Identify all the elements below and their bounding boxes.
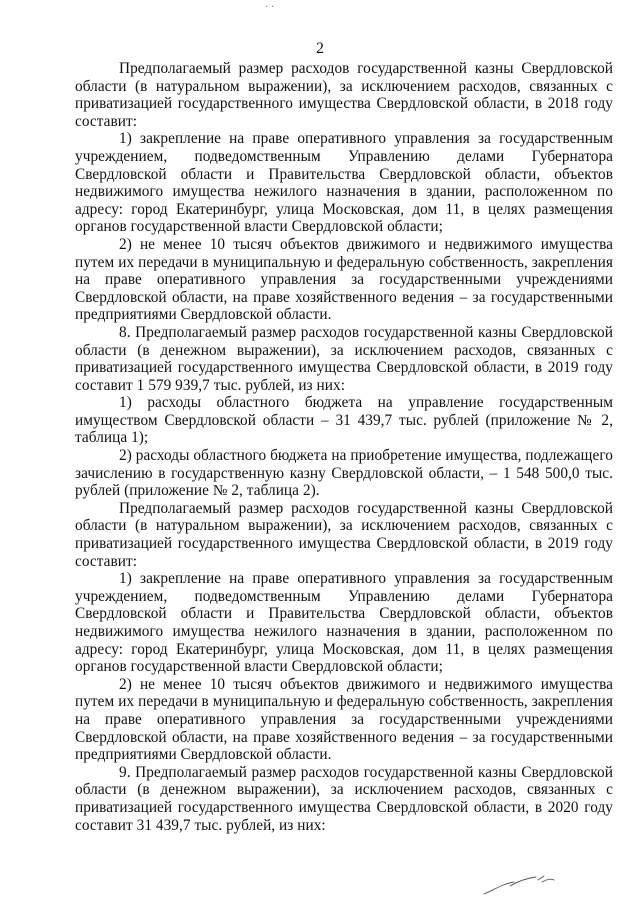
scan-artifact: · · — [265, 2, 275, 13]
paragraph-2019-money-item-2: 2) расходы областного бюджета на приобретение имущества, подлежащего зачислению в государственную казну Свердловской области, – 1 548 500,0 тыс. рублей (приложение № 2, таблица 2). — [75, 447, 613, 500]
paragraph-2018-item-1: 1) закрепление на праве оперативного управления за государственным учреждением, подведомственным Управлению делами Губернатора Свердловской области и Правительства Свердловской области, объектов недвижимого имущества нежилого назначения в здании, расположенном по адресу: город Екатеринбург, улица Московская, дом 11, в целях размещения органов государственной власти Свердловской области; — [75, 130, 613, 236]
paragraph-2018-item-2: 2) не менее 10 тысяч объектов движимого и недвижимого имущества путем их передачи в муниципальную и федеральную собственность, закрепления на праве оперативного управления за государственными учреждениями Свердловской области, на праве хозяйственного ведения – за государственными предприятиями Свердловской области. — [75, 235, 613, 324]
document-body — [75, 60, 613, 834]
paragraph-2018-natural: Предполагаемый размер расходов государственной казны Свердловской области (в натуральном выражении), за исключением расходов, связанных с приватизацией государственного имущества Свердловской области, в 2018 году составит: — [75, 60, 613, 130]
paragraph-2019-money-item-1: 1) расходы областного бюджета на управление государственным имуществом Свердловской области – 31 439,7 тыс. рублей (приложение № 2, таблица 1); — [75, 394, 613, 447]
signature-mark — [480, 872, 560, 898]
page-number: 2 — [316, 40, 324, 57]
paragraph-2019-item-2: 2) не менее 10 тысяч объектов движимого и недвижимого имущества путем их передачи в муниципальную и федеральную собственность, закрепления на праве оперативного управления за государственными учреждениями Свердловской области, на праве хозяйственного ведения – за государственными предприятиями Свердловской области. — [75, 675, 613, 764]
paragraph-2019-natural: Предполагаемый размер расходов государственной казны Свердловской области (в натуральном выражении), за исключением расходов, связанных с приватизацией государственного имущества Свердловской области, в 2019 году составит: — [75, 499, 613, 570]
paragraph-section-8: 8. Предполагаемый размер расходов государственной казны Свердловской области (в денежном выражении), за исключением расходов, связанных с приватизацией государственного имущества Свердловской области, в 2019 году составит 1 579 939,7 тыс. рублей, из них: — [75, 323, 613, 394]
paragraph-section-9: 9. Предполагаемый размер расходов государственной казны Свердловской области (в денежном выражении), за исключением расходов, связанных с приватизацией государственного имущества Свердловской области, в 2020 году составит 31 439,7 тыс. рублей, из них: — [75, 763, 613, 834]
paragraph-2019-item-1: 1) закрепление на праве оперативного управления за государственным учреждением, подведомственным Управлению делами Губернатора Свердловской области и Правительства Свердловской области, объектов недвижимого имущества нежилого назначения в здании, расположенном по адресу: город Екатеринбург, улица Московская, дом 11, в целях размещения органов государственной власти Свердловской области; — [75, 570, 613, 676]
